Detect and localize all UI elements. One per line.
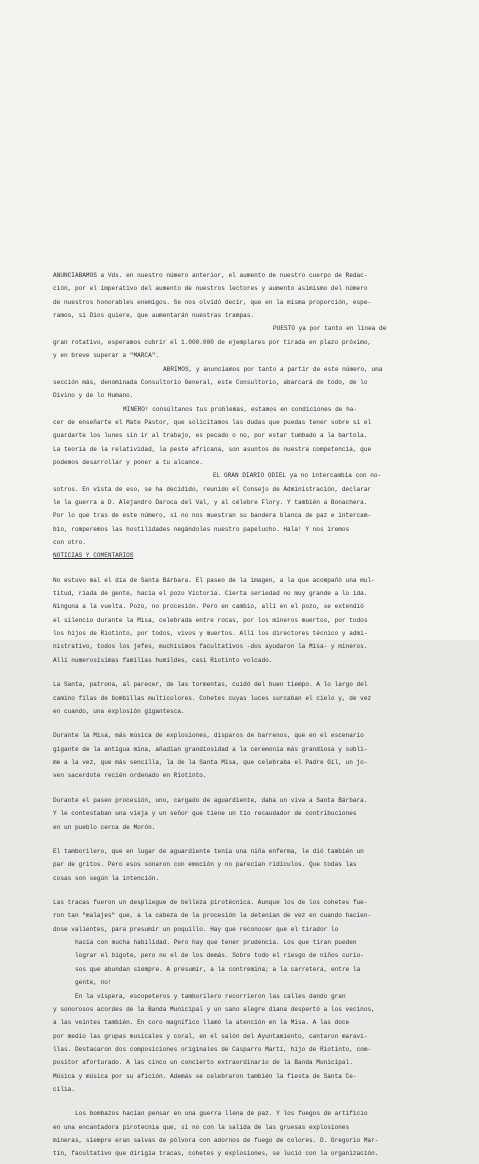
text-line: sos que abundan siempre. A presumir, a la contremina; a la carretera, entre la [75,965,361,973]
text-line: No estuvo mal el día de Santa Bárbara. El paseo de la imagen, a la que acompañó una mul- [53,576,375,584]
text-line: por medio las grupas musicales y coral, en el salón del Ayuntamiento, cantaron maravi- [53,1032,368,1040]
text-line: a las veintes también. En coro magnífico llamó la atención en la Misa. A las doce [53,1019,350,1027]
text-line: en cuando, una explosión gigantesca. [53,707,185,715]
text-line: par de gritos. Pero esos sonaron con emoción y no parecían ridículos. Que todas las [53,861,357,869]
text-line: MINERO! consúltanos tus problemas, estamos en condiciones de ha- [123,405,358,413]
text-line: los hijos de Riotinto, por todos, vivos y muertos. Allí los directores técnico y admi- [53,630,368,638]
text-line: llas. Destacaron dos composiciones originales de Casparro Martí, hijo de Riotinto, com- [53,1045,372,1053]
text-line: cer de enseñarte el Mate Pastor, que solicitamos las dudas que puedas tener sobre si el [53,418,372,426]
text-line: dose valientes, para presumir un poquillo. Hay que reconocer que el tirador lo [53,925,339,933]
text-line: guardarte los lunes sin ir al trabajo, es pecado o no, por estar tumbado a la bartola. [53,432,368,440]
text-line: ABRIMOS, y anunciamos por tanto a partir de este número, una [163,365,383,373]
text-line: en un pueblo cerca de Morón. [53,823,156,831]
text-line: Durante el paseo procesión, uno, cargado de aguardiente, daba un viva a Santa Bárbara. [53,796,368,804]
text-line: gente, no! [75,979,112,987]
text-line: Allí numerosísimas familias humildes, casi Riotinto volcado. [53,656,273,664]
text-line: ANUNCIABAMOS a Vds. en nuestro número anterior, el aumento de nuestro cuerpo de Redac- [53,272,368,280]
text-line: sotros. En vista de eso, se ha decidido, reunido el Consejo de Administración, declarar [53,485,372,493]
text-line: bio, romperemos las hostilidades negándoles nuestro papelucho. Hala! Y nos iremos [53,525,350,533]
text-line: Los bombazos hacían pensar en una guerra llena de paz. Y los fuegos de artificio [75,1110,368,1118]
text-line: en una encantadora pirotecnia que, si no con la salida de las gruesas explosiones [53,1123,350,1131]
text-line: el silencio durante la Misa, celebrada entre rocas, por los mineros muertos, por todos [53,616,368,624]
text-line: PUESTO ya por tanto en línea de [273,325,387,333]
text-line: Divino y de lo Humano. [53,392,134,400]
text-line: Por lo que tras de este número, si no nos muestran su bandera blanca de paz e intercam- [53,512,372,520]
text-line: cosas son según la intención. [53,874,160,882]
text-line: Las tracas fueron un despliegue de belleza pirotécnica. Aunque los de los cohetes fue- [53,899,368,907]
text-line: Y le contestaban una vieja y un señor que tiene un tío recaudador de contribuciones [53,810,357,818]
text-line: ramos, si Dios quiere, que aumentarán nuestras trampas. [53,312,255,320]
text-line: gran rotativo, esperamos cubrir el 1.000.000 de ejemplares por tirada en plazo próximo, [53,338,372,346]
text-line: La Santa, patrona, al parecer, de las tormentas, cuidó del buen tiempo. A lo largo del [53,681,368,689]
text-line: gigante de la antigua mina, añadían grandiosidad a la ceremonia más grandiosa y subli- [53,745,368,753]
document-body [53,266,463,1164]
text-line: nistrativo, todos los jefes, muchísimos facultativos -dos ayudaron la Misa- y mineros. [53,643,368,651]
text-line: de nuestros honorables enemigos. Se nos olvidó decir, que en la misma proporción, espe- [53,298,372,306]
text-line: EL GRAN DIARIO ODIEL ya no intercambia con no- [213,472,382,480]
text-line: y sonorosos acordes de la Banda Municipal y un sano alegre diana despertó a los vecinos, [53,1005,375,1013]
text-line: La teoría de la relatividad, la peste africana, son asuntos de nuestra competencia, que [53,445,372,453]
section-heading: NOTICIAS Y COMENTARIOS [53,552,134,560]
text-line: con otro. [53,538,86,546]
text-line: sección más, denominada Consultorio General, este Consultorio, abarcará de todo, de lo [53,378,368,386]
text-line: cilia. [53,1085,75,1093]
text-line: le la guerra a D. Alejandro Daroca del Val, y al célebre Flory. Y también a Bonachera. [53,498,368,506]
text-line: En la víspera, escopeteros y tamborilero recorrieron las calles dando gran [75,992,346,1000]
text-line: Ninguna a la vuelta. Pozo, no procesión. Pero en cambio, allí en el pozo, se extendió [53,603,364,611]
text-line: ción, por el imperativo del aumento de nuestros lectores y aumento asimismo del número [53,285,368,293]
text-line: Música y música por su afición. Además se celebraron también la fiesta de Santa Ce- [53,1072,357,1080]
text-line: mineras, siempre eran salvas de pólvora con adornos de fuego de colores. D. Gregorio Mar- [53,1137,379,1145]
text-line: lograr el bigote, pero no el de los demás. Sobre todo el riesgo de niños curio- [75,952,364,960]
text-line: camino filas de bombillas multicolores. Cohetes cuyas luces surcaban el cielo y, de vez [53,694,372,702]
text-line: podemos desarrollar y poner a tu alcance. [53,458,203,466]
text-line: ven sacerdote recién ordenado en Riotinto. [53,772,207,780]
text-line: positor aforturado. A las cinco un concierto extraordinario de la Banda Municipal. [53,1059,353,1067]
text-line: ron tan "malajes" que, a la cabeza de la procesión la detenían de vez en cuando hacien- [53,912,372,920]
text-line: hacía con mucha habilidad. Pero hay que tener prudencia. Los que tiran pueden [75,939,357,947]
text-line: titud, riada de gente, hacia el pozo Victoria. Cierta seriedad no muy grande a lo ida. [53,590,368,598]
text-line: tín, facultativo que dirigía tracas, cohetes y explosiones, se lució con la organización. [53,1150,379,1158]
text-line: El tamborilero, que en lugar de aguardiente tenía una niña enferma, le dió también un [53,847,364,855]
text-line: Durante la Misa, más música de explosiones, disparos de barrenos, que en el escenario [53,732,364,740]
text-line: y en breve superar a "MARCA". [53,352,160,360]
text-line: me a la vez, que más sencilla, la de la Santa Misa, que celebraba el Padre Gil, un jo- [53,759,368,767]
